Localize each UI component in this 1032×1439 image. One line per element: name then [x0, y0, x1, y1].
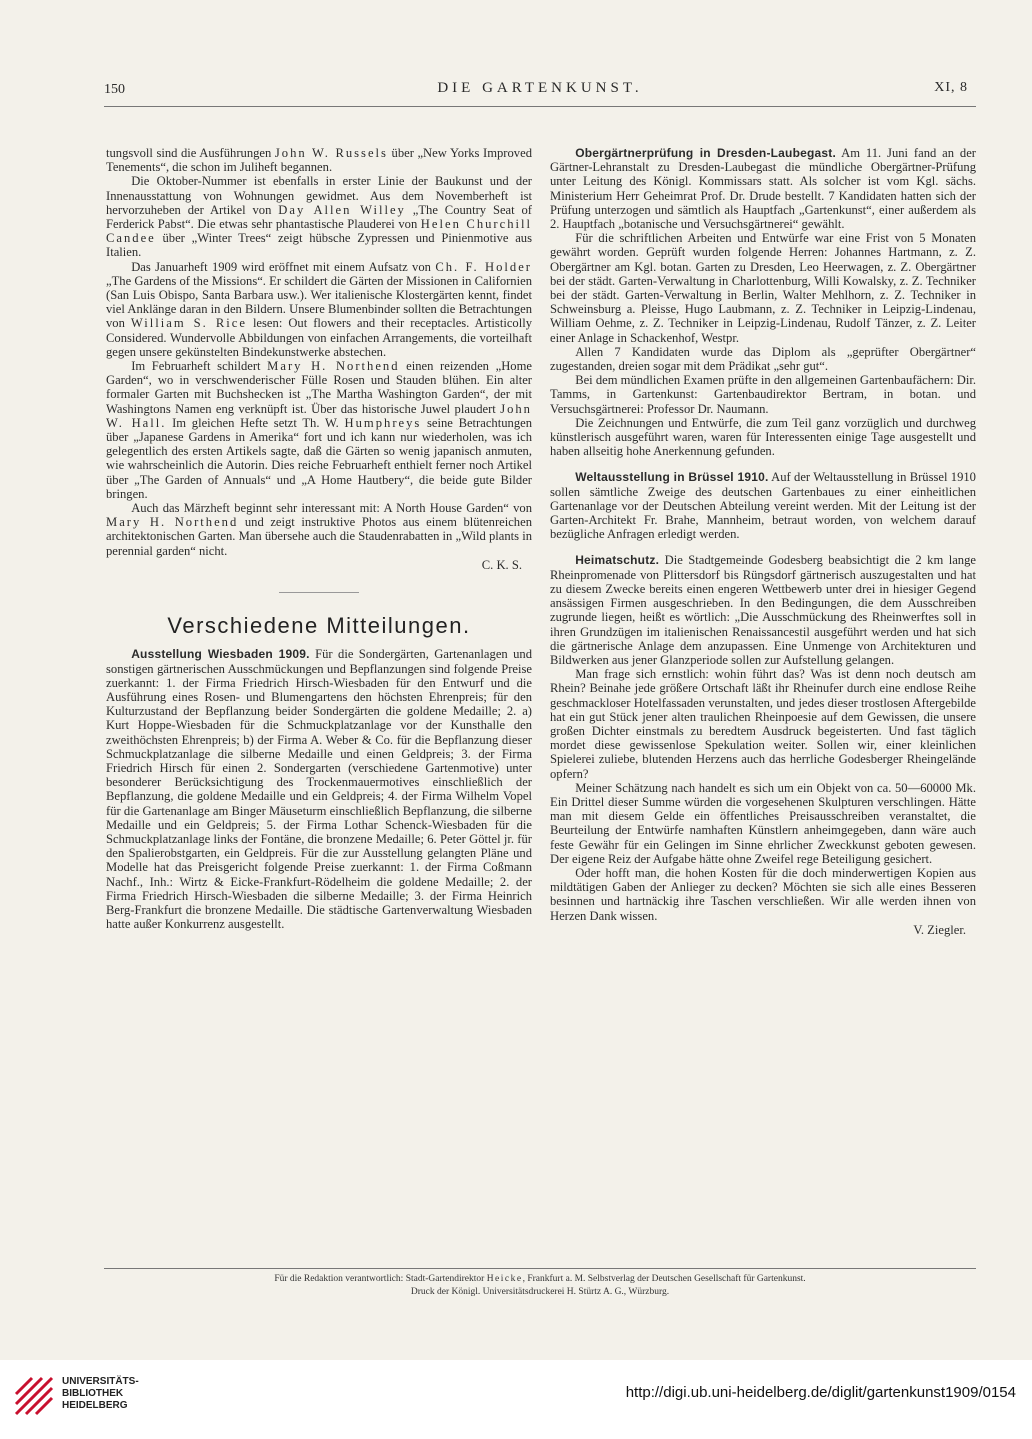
text: Oder hofft man, die hohen Kosten für die doch minderwertigen Kopien aus mildtätigen Gaben der Anlieger zu decken? Möchten sie sich alle eines Besseren besinnen und hartnäckig ihre Taschen verschließen. Wir alle werden ihnen von Herzen Dank wissen. [550, 865, 976, 923]
left-column [106, 146, 532, 931]
page-number: 150 [104, 82, 125, 97]
paragraph [106, 146, 532, 174]
page-footer [104, 1273, 976, 1299]
viewer-bar [0, 1360, 1032, 1439]
text: über „New Yorks Improved Tenements“, die schon im Juliheft begannen. [106, 146, 532, 175]
author-name: Mary H. Northend [267, 359, 400, 374]
paragraph [550, 146, 976, 231]
item-heading: Weltausstellung in Brüssel 1910. [575, 470, 769, 485]
footer-line: Druck der Königl. Universitätsdruckerei H. Stürtz A. G., Würzburg. [410, 1287, 670, 1297]
section-title: Verschiedene Mitteilungen. [167, 613, 471, 639]
page-header [104, 78, 976, 102]
text: Auch das Märzheft beginnt sehr interessant mit: A North House Garden“ von [131, 501, 532, 516]
text: Die Stadtgemeinde Godesberg beabsichtigt die 2 km lange Rheinpromenade von Plittersdorf bis Rüngsdorf gärtnerisch auszugestalten und hat zu diesem Zwecke bereits einen engeren Wettbewerb unter drei in hiesiger Gegend ansässigen Firmen ausgeschrieben. In den Bedingungen, die dem Ausschreiben zugrunde liegen, heißt es wörtlich: „Die Ausschmückung des Rheinwerftes soll in ihren Grundzügen im italienischen Renaissancestil ausgeführt werden und hat sich die gärtnerische Anlage dem anzupassen. Eine Unmenge von Architekturen und Bildwerken aus jener Glanzperiode sollen zur Aufstellung gelangen. [550, 553, 976, 667]
journal-title: DIE GARTENKUNST. [437, 80, 643, 96]
spacer [550, 458, 976, 470]
library-name-line: BIBLIOTHEK [62, 1388, 124, 1399]
item-heading: Obergärtnerprüfung in Dresden-Laubegast. [575, 146, 836, 160]
section-divider [279, 592, 359, 593]
text: Die Oktober-Nummer ist ebenfalls in erster Linie der Baukunst und der Innenausstattung von Wohnungen gewidmet. Aus dem Novemberheft ist hervorzuheben der Artikel von [106, 174, 532, 217]
author-name: Mary H. Northend [106, 515, 239, 530]
text: Für die Sondergärten, Gartenanlagen und sonstigen gärtnerischen Ausschmückungen und Bepflanzungen sind folgende Preise zuerkannt: 1. der Firma Friedrich Hirsch-Wiesbaden für den Entwurf und die Ausführung eines Rosen- und Blumengartens den höchsten Ehrenpreis; für den Kulturzustand der Bepflanzung beider Sondergärten die goldene Medaille; 2. a) Kurt Hoppe-Wiesbaden für die Schmuckplatzanlage vor der Kunsthalle den zweithöchsten Ehrenpreis; b) der Firma A. Weber & Co. für die Bepflanzung dieser Schmuckplatzanlage die silberne Medaille und einen Geldpreis; 3. der Firma Friedrich Hirsch für einen 2. Sondergarten (verschiedene Gartenmotive) unter besonderer Berücksichtigung des Trockenmauermotives einschließlich der Bepflanzung, die goldene Medaille und ein Geldpreis; 4. der Firma Wilhelm Vopel für die Gartenanlage am Binger Mäuseturm einschließlich Bepflanzung, die silberne Medaille und ein Geldpreis; 5. der Firma Lothar Schenck-Wiesbaden für die Schmuckplatzanlage links der Fontäne, die bronzene Medaille; 6. Peter Göttel jr. für den Spalierobstgarten, ein Geldpreis. Für die zur Ausstellung gelangten Pläne und Modelle hat das Preisgericht folgende Preise zuerkannt: 1. der Firma Coßmann Nachf., Inh.: Wirtz & Eicke-Frankfurt-Rödelheim die goldene Medaille; 2. der Firma Friedrich Hirsch-Wiesbaden die silberne Medaille; 3. der Firma Heinrich Berg-Frankfurt die bronzene Medaille. Die städtische Gartenverwaltung Wiesbaden hatte außer Konkurrenz ausgestellt. [106, 647, 532, 932]
text: und zeigt instruktive Photos aus einem blütenreichen architektonischen Garten. Man übersehe auch die Staudenrabatten in „Wild plants in perennial garden“ nicht. [106, 515, 532, 558]
paragraph: Man frage sich ernstlich: wohin führt das? Was ist denn noch deutsch am Rhein? Beinahe jede größere Ortschaft läßt ihr Rheinufer durch eine endlose Reihe geschmackloser Hotelfassaden verunstalten, und jedes dieser trostlosen Aftergebilde hat ein gut Stück jener alten traulichen Rheinpoesie auf dem Gewissen, die unsere großen Dichter einstmals zu beredtem Ausdruck begeisterten. Und fast täglich mordet diese gewissenlose Spekulation weiter. Sollen wir, einer kleinlichen Spielerei zuliebe, blutenden Herzens auch das herrliche Godesberger Rheingelände opfern? [550, 667, 976, 781]
permalink-url[interactable]: http://digi.ub.uni-heidelberg.de/diglit/gartenkunst1909/0154 [625, 1384, 1016, 1401]
paragraph [106, 647, 532, 931]
footer-line [104, 1273, 976, 1286]
paragraph [106, 174, 532, 259]
item-heading: Ausstellung Wiesbaden 1909. [131, 647, 310, 662]
author-name: Humphreys [344, 415, 422, 430]
header-rule [104, 106, 976, 107]
author-name: John W. Russels [274, 146, 388, 160]
text: Am 11. Juni fand an der Gärtner-Lehranstalt zu Dresden-Laubegast die mündliche Obergärtner-Prüfung unter Leitung des Königl. Kommissars statt. Als solcher ist vom Kgl. sächs. Ministerium Herr Geheimrat Prof. Dr. Drude bestellt. 7 Kandidaten hatten sich der Prüfung unterzogen und sämtlich als Hauptfach „Gartenkunst“, einer außerdem als 2. Hauptfach „botanische und Versuchsgärtnerei“ gewählt. [550, 146, 976, 232]
paragraph [106, 501, 532, 572]
paragraph: Meiner Schätzung nach handelt es sich um ein Objekt von ca. 50—60000 Mk. Ein Drittel dieser Summe würden die vorgesehenen Skulpturen verschlingen. Hätte man mit diesem Gelde ein öffentliches Preisausschreiben veranstaltet, die Beurteilung der Entwürfe namhaften Künstlern anheimgegeben, dann wäre auch feste Gewähr für ein Gelingen im Sinne ehrlicher Zweckkunst geboten gewesen. Der eigene Reiz der Aufgabe hätte ohne Zweifel rege Beteiligung gesichert. [550, 780, 976, 866]
text: Auf der Weltausstellung in Brüssel 1910 sollen sämtliche Zweige des deutschen Gartenbaues zu einer einheitlichen Gartenanlage vor der Deutschen Abteilung vereint werden. Mit der Leitung ist der Garten-Architekt Fr. Brahe, Mannheim, betraut worden, von welchem darauf bezügliche Anfragen erledigt werden. [550, 470, 976, 542]
paragraph: Die Zeichnungen und Entwürfe, die zum Teil ganz vorzüglich und durchweg künstlerisch ausgeführt waren, waren für Interessenten einige Tage ausgestellt und haben allseitig hohe Anerkennung gefunden. [550, 415, 976, 459]
signature: V. Ziegler. [913, 922, 966, 937]
library-name-line: HEIDELBERG [62, 1400, 128, 1411]
right-column [550, 146, 976, 937]
text: tungsvoll sind die Ausführungen [106, 146, 272, 160]
text: Das Januarheft 1909 wird eröffnet mit einem Aufsatz von [131, 259, 431, 274]
spacer [550, 541, 976, 553]
issue-number: XI, 8 [934, 80, 968, 95]
author-name: William S. Rice [130, 316, 247, 331]
editor-name: Heicke [486, 1274, 523, 1284]
paragraph: Bei dem mündlichen Examen prüfte in den allgemeinen Gartenbaufächern: Dir. Tamms, in Gartenkunst: Gartenbaudirektor Bertram, in botan. und Versuchsgärtnerei: Professor Dr. Naumann. [550, 373, 976, 416]
footer-rule [104, 1268, 976, 1269]
text: lesen: Out flowers and their receptacles. Artisticolly Considered. Wundervolle Abbildungen von einfachen Arrangements, die vorteilhaft gegen unsere gekünstelten Bindekunstwerke abstechen. [106, 316, 533, 359]
text: Für die Redaktion verantwortlich: Stadt-Gartendirektor [274, 1274, 485, 1284]
author-name: John W. Hall. [106, 401, 532, 430]
text: einen reizenden „Home Garden“, wo in verschwenderischer Fülle Rosen und Stauden blühen. Ein alter formaler Garten mit Buchshecken ist „The Martha Washington Garden“, der mit Washingtons Namen eng verknüpft ist. Über das historische Juwel plaudert [106, 359, 532, 416]
text: , Frankfurt a. M. Selbstverlag der Deutschen Gesellschaft für Gartenkunst. [522, 1274, 806, 1284]
item-heading: Heimatschutz. [575, 553, 660, 568]
paragraph [550, 866, 976, 937]
text: seine Betrachtungen über „Japanese Gardens in Amerika“ fort und ich kann nur wiederholen, was ich gelegentlich des ersten Artikels sagte, daß die Gärten so wenig japanisch anmuten, wie wahrscheinlich die Autorin. Dies reiche Februarheft enthielt ferner noch Artikel über „The Garden of Annuals“ und „A Home Hautbery“, die beide gute Bilder bringen. [106, 415, 533, 501]
text: Im Februarheft schildert [131, 359, 261, 374]
paragraph: Allen 7 Kandidaten wurde das Diplom als „geprüfter Obergärtner“ zugestanden, dreien sogar mit dem Prädikat „sehr gut“. [550, 344, 976, 374]
author-name: Helen Churchill Candee [106, 217, 532, 246]
author-name: Day Allen Willey [278, 202, 406, 217]
paragraph [550, 553, 976, 667]
paragraph [550, 470, 976, 541]
paragraph [106, 260, 532, 359]
library-name-line: UNIVERSITÄTS- [62, 1376, 139, 1387]
text: „The Gardens of the Missions“. Er schildert die Gärten der Missionen in Californien (San Luis Obispo, Santa Barbara usw.). Wer italienische Klostergärten kennt, findet viel Anklänge daran in den Bildern. Unsere Blumenbinder sollten die Betrachtungen von [106, 273, 532, 331]
signature-initials: C. K. S. [481, 557, 522, 572]
text: Im gleichen Hefte setzt Th. W. [172, 415, 339, 430]
author-name: Ch. F. Holder [435, 259, 532, 274]
text: „The Country Seat of Ferderick Pabst“. Die etwas sehr phantastische Plauderei von [106, 202, 533, 232]
paragraph [106, 359, 532, 501]
text: über „Winter Trees“ zeigt hübsche Zypressen und Pinienmotive aus Italien. [106, 231, 532, 260]
paragraph: Für die schriftlichen Arbeiten und Entwürfe war eine Frist von 5 Monaten gewährt worden. Geprüft wurden folgende Herren: Johannes Hartmann, z. Z. Obergärtner am Kgl. botan. Garten zu Dresden, Leo Heerwagen, z. Z. Obergärtner bei der städt. Garten-Verwaltung in Charlottenburg, Willi Kowalsky, z. Z. Techniker bei der städt. Garten-Verwaltung in Berlin, Walter Mehlhorn, z. Z. Techniker in Schweinsburg a. Pleisse, Hugo Laubmann, z. Z. Techniker in Leipzig-Lindenau, William Oehme, z. Z. Techniker in Leipzig-Lindenau, Rudolf Tänzer, z. Z. Leiter einer Anlage in Schackenhof, Westpr. [550, 231, 976, 345]
library-name [62, 1376, 139, 1412]
library-logo-icon [12, 1374, 56, 1418]
